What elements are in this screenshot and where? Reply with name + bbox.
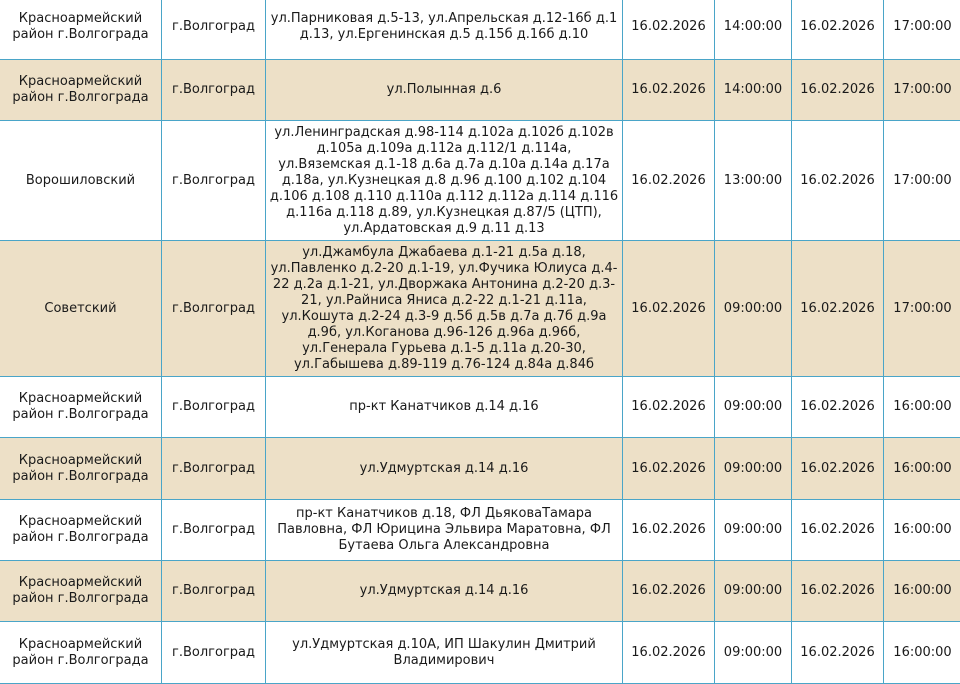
- table-row: [0, 121, 960, 241]
- table-row: [0, 241, 960, 377]
- district-cell: Советский: [0, 241, 162, 377]
- start-date-cell: 16.02.2026: [623, 60, 715, 121]
- start-time-cell: 09:00:00: [715, 438, 792, 500]
- end-date-cell: 16.02.2026: [792, 60, 884, 121]
- table-row: [0, 561, 960, 622]
- start-time-cell: 09:00:00: [715, 500, 792, 561]
- district-cell: Красноармейский район г.Волгограда: [0, 500, 162, 561]
- start-time-cell: 09:00:00: [715, 622, 792, 684]
- table-row: [0, 622, 960, 684]
- start-time-cell: 09:00:00: [715, 241, 792, 377]
- start-time-cell: 09:00:00: [715, 561, 792, 622]
- start-date-cell: 16.02.2026: [623, 622, 715, 684]
- city-cell: г.Волгоград: [162, 561, 266, 622]
- city-cell: г.Волгоград: [162, 241, 266, 377]
- address-cell: пр-кт Канатчиков д.18, ФЛ ДьяковаТамара Павловна, ФЛ Юрицина Эльвира Маратовна, ФЛ Бутаева Ольга Александровна: [266, 500, 623, 561]
- start-time-cell: 14:00:00: [715, 0, 792, 60]
- district-cell: Красноармейский район г.Волгограда: [0, 60, 162, 121]
- address-cell: пр-кт Канатчиков д.14 д.16: [266, 377, 623, 438]
- district-cell: Ворошиловский: [0, 121, 162, 241]
- end-time-cell: 17:00:00: [884, 121, 960, 241]
- end-date-cell: 16.02.2026: [792, 561, 884, 622]
- city-cell: г.Волгоград: [162, 377, 266, 438]
- start-date-cell: 16.02.2026: [623, 0, 715, 60]
- end-date-cell: 16.02.2026: [792, 622, 884, 684]
- city-cell: г.Волгоград: [162, 60, 266, 121]
- start-date-cell: 16.02.2026: [623, 121, 715, 241]
- district-cell: Красноармейский район г.Волгограда: [0, 438, 162, 500]
- end-time-cell: 16:00:00: [884, 377, 960, 438]
- table-row: [0, 0, 960, 60]
- start-time-cell: 14:00:00: [715, 60, 792, 121]
- end-date-cell: 16.02.2026: [792, 500, 884, 561]
- end-time-cell: 16:00:00: [884, 438, 960, 500]
- end-date-cell: 16.02.2026: [792, 438, 884, 500]
- start-date-cell: 16.02.2026: [623, 561, 715, 622]
- start-time-cell: 09:00:00: [715, 377, 792, 438]
- district-cell: Красноармейский район г.Волгограда: [0, 622, 162, 684]
- address-cell: ул.Джамбула Джабаева д.1-21 д.5а д.18, ул.Павленко д.2-20 д.1-19, ул.Фучика Юлиуса д.4-22 д.2а д.1-21, ул.Дворжака Антонина д.2-20 д.3-21, ул.Райниса Яниса д.2-22 д.1-21 д.11а, ул.Кошута д.2-24 д.3-9 д.5б д.5в д.7а д.7б д.9а д.9б, ул.Коганова д.96-126 д.96а д.96б, ул.Генерала Гурьева д.1-5 д.11а д.20-30, ул.Габышева д.89-119 д.76-124 д.84а д.84б: [266, 241, 623, 377]
- address-cell: ул.Ленинградская д.98-114 д.102а д.102б д.102в д.105а д.109а д.112а д.112/1 д.114а, ул.Вяземская д.1-18 д.6а д.7а д.10а д.14а д.17а д.18а, ул.Кузнецкая д.8 д.96 д.100 д.102 д.104 д.106 д.108 д.110 д.110а д.112 д.112а д.114 д.116 д.116а д.118 д.89, ул.Кузнецкая д.87/5 (ЦТП), ул.Ардатовская д.9 д.11 д.13: [266, 121, 623, 241]
- table-row: [0, 377, 960, 438]
- district-cell: Красноармейский район г.Волгограда: [0, 0, 162, 60]
- end-time-cell: 17:00:00: [884, 60, 960, 121]
- start-date-cell: 16.02.2026: [623, 438, 715, 500]
- district-cell: Красноармейский район г.Волгограда: [0, 561, 162, 622]
- city-cell: г.Волгоград: [162, 0, 266, 60]
- end-date-cell: 16.02.2026: [792, 0, 884, 60]
- address-cell: ул.Удмуртская д.14 д.16: [266, 561, 623, 622]
- end-time-cell: 17:00:00: [884, 241, 960, 377]
- end-date-cell: 16.02.2026: [792, 241, 884, 377]
- end-date-cell: 16.02.2026: [792, 377, 884, 438]
- city-cell: г.Волгоград: [162, 622, 266, 684]
- city-cell: г.Волгоград: [162, 121, 266, 241]
- address-cell: ул.Удмуртская д.10А, ИП Шакулин Дмитрий Владимирович: [266, 622, 623, 684]
- end-time-cell: 16:00:00: [884, 561, 960, 622]
- city-cell: г.Волгоград: [162, 500, 266, 561]
- address-cell: ул.Парниковая д.5-13, ул.Апрельская д.12-16б д.1 д.13, ул.Ергенинская д.5 д.15б д.16б д.10: [266, 0, 623, 60]
- end-time-cell: 16:00:00: [884, 500, 960, 561]
- table-row: [0, 438, 960, 500]
- end-time-cell: 17:00:00: [884, 0, 960, 60]
- start-date-cell: 16.02.2026: [623, 500, 715, 561]
- city-cell: г.Волгоград: [162, 438, 266, 500]
- end-time-cell: 16:00:00: [884, 622, 960, 684]
- table-row: [0, 60, 960, 121]
- table-row: [0, 500, 960, 561]
- address-cell: ул.Удмуртская д.14 д.16: [266, 438, 623, 500]
- district-cell: Красноармейский район г.Волгограда: [0, 377, 162, 438]
- end-date-cell: 16.02.2026: [792, 121, 884, 241]
- start-time-cell: 13:00:00: [715, 121, 792, 241]
- start-date-cell: 16.02.2026: [623, 241, 715, 377]
- start-date-cell: 16.02.2026: [623, 377, 715, 438]
- address-cell: ул.Полынная д.6: [266, 60, 623, 121]
